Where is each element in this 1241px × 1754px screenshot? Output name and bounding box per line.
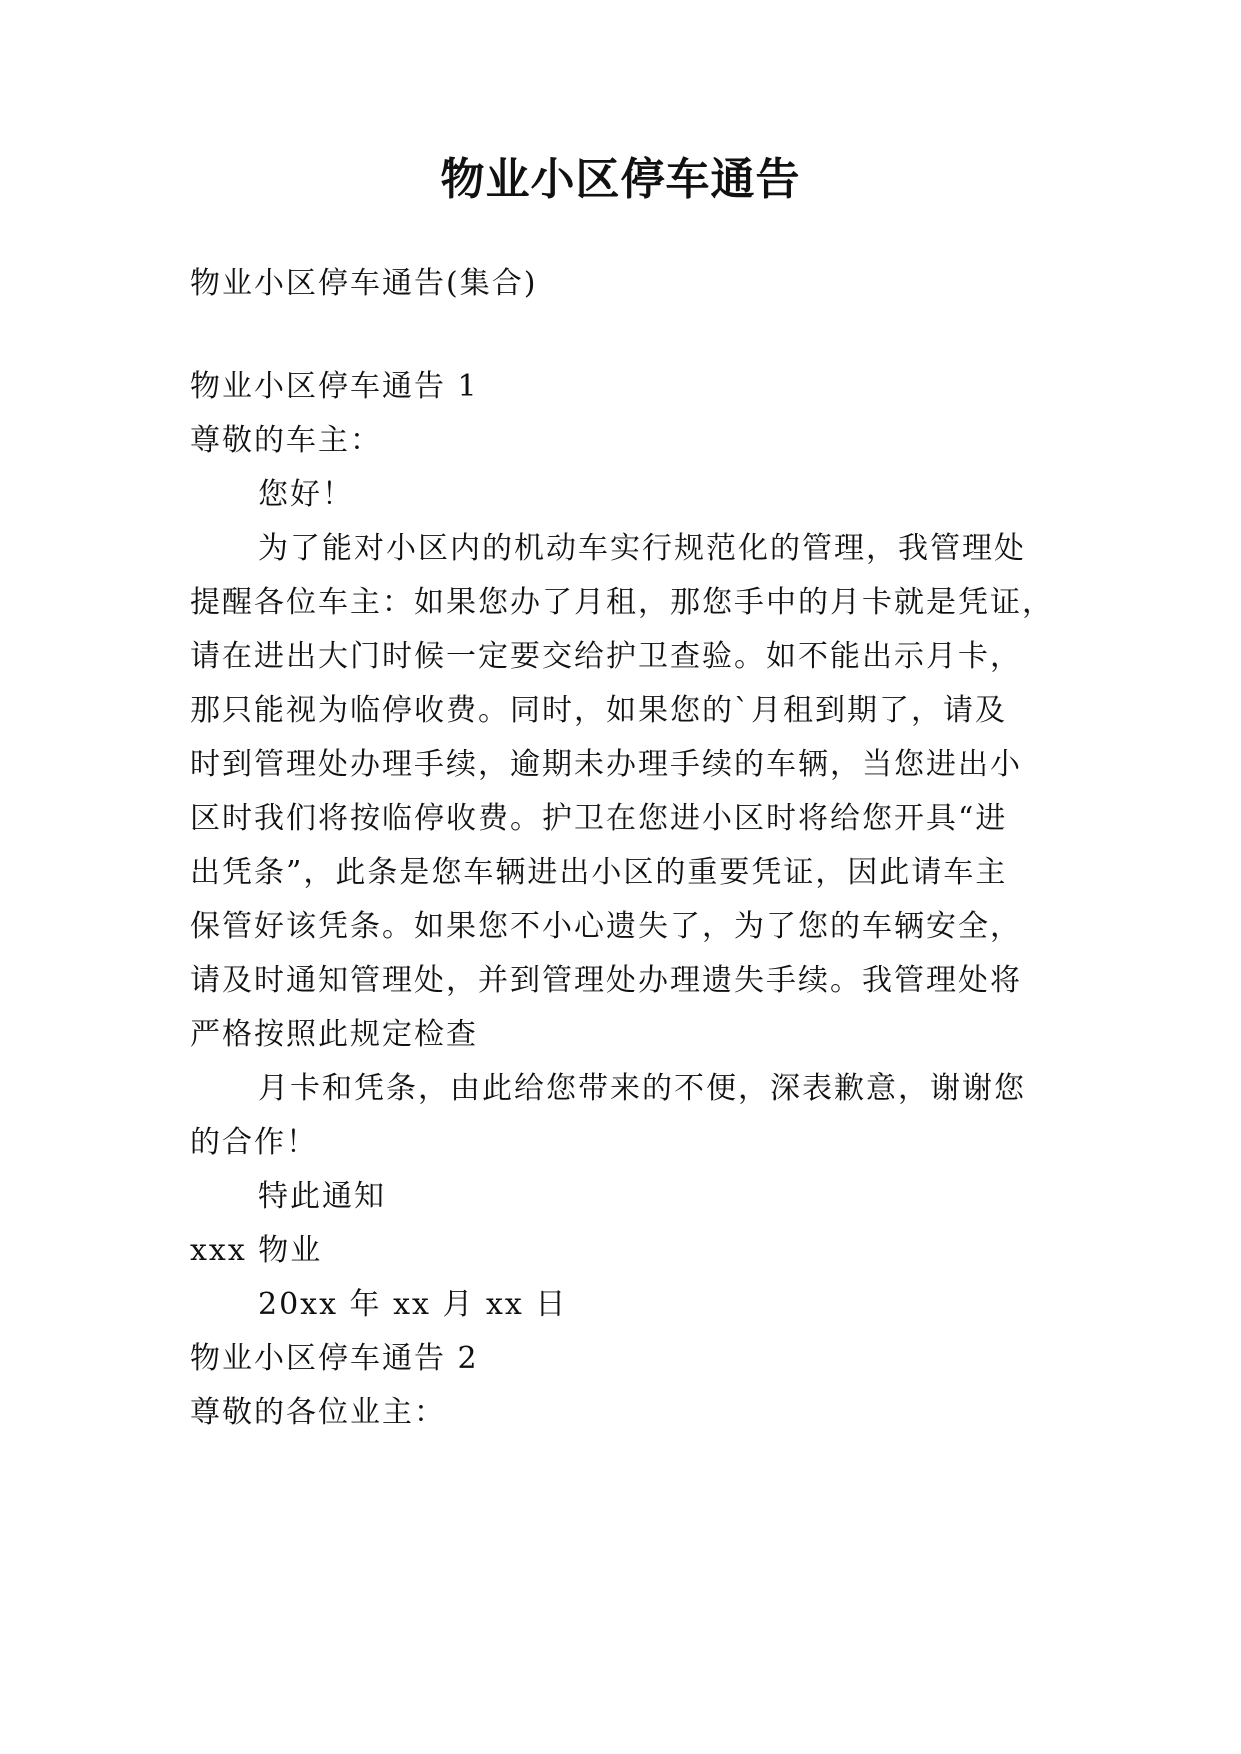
body-line: 那只能视为临停收费。同时，如果您的`月租到期了，请及 bbox=[190, 693, 1007, 728]
body-line: 请及时通知管理处，并到管理处办理遗失手续。我管理处将 bbox=[190, 963, 1022, 998]
body-line: 严格按照此规定检查 bbox=[190, 1017, 478, 1052]
notice1-heading: 物业小区停车通告 1 bbox=[190, 369, 479, 404]
date: 20xx 年 xx 月 xx 日 bbox=[258, 1287, 568, 1322]
notice2-heading: 物业小区停车通告 2 bbox=[190, 1341, 479, 1376]
notice2-salutation: 尊敬的各位业主： bbox=[190, 1395, 446, 1430]
body-line: 出凭条”，此条是您车辆进出小区的重要凭证，因此请车主 bbox=[190, 855, 1008, 890]
closing-line: 的合作！ bbox=[190, 1125, 318, 1160]
document-subtitle: 物业小区停车通告(集合) bbox=[190, 266, 538, 301]
body-line: 区时我们将按临停收费。护卫在您进小区时将给您开具“进 bbox=[190, 801, 1008, 836]
closing-line: 月卡和凭条，由此给您带来的不便，深表歉意，谢谢您 bbox=[258, 1071, 1026, 1106]
notice1-greeting: 您好！ bbox=[258, 477, 354, 512]
page-title: 物业小区停车通告 bbox=[440, 154, 801, 205]
signature: xxx 物业 bbox=[190, 1233, 323, 1268]
body-line: 为了能对小区内的机动车实行规范化的管理，我管理处 bbox=[258, 531, 1026, 566]
body-line: 保管好该凭条。如果您不小心遗失了，为了您的车辆安全， bbox=[190, 909, 1022, 944]
body-line: 提醒各位车主：如果您办了月租，那您手中的月卡就是凭证， bbox=[190, 585, 1054, 620]
body-line: 时到管理处办理手续，逾期未办理手续的车辆，当您进出小 bbox=[190, 747, 1022, 782]
body-line: 请在进出大门时候一定要交给护卫查验。如不能出示月卡， bbox=[190, 639, 1022, 674]
notice-end: 特此通知 bbox=[258, 1179, 386, 1214]
notice1-salutation: 尊敬的车主： bbox=[190, 423, 382, 458]
